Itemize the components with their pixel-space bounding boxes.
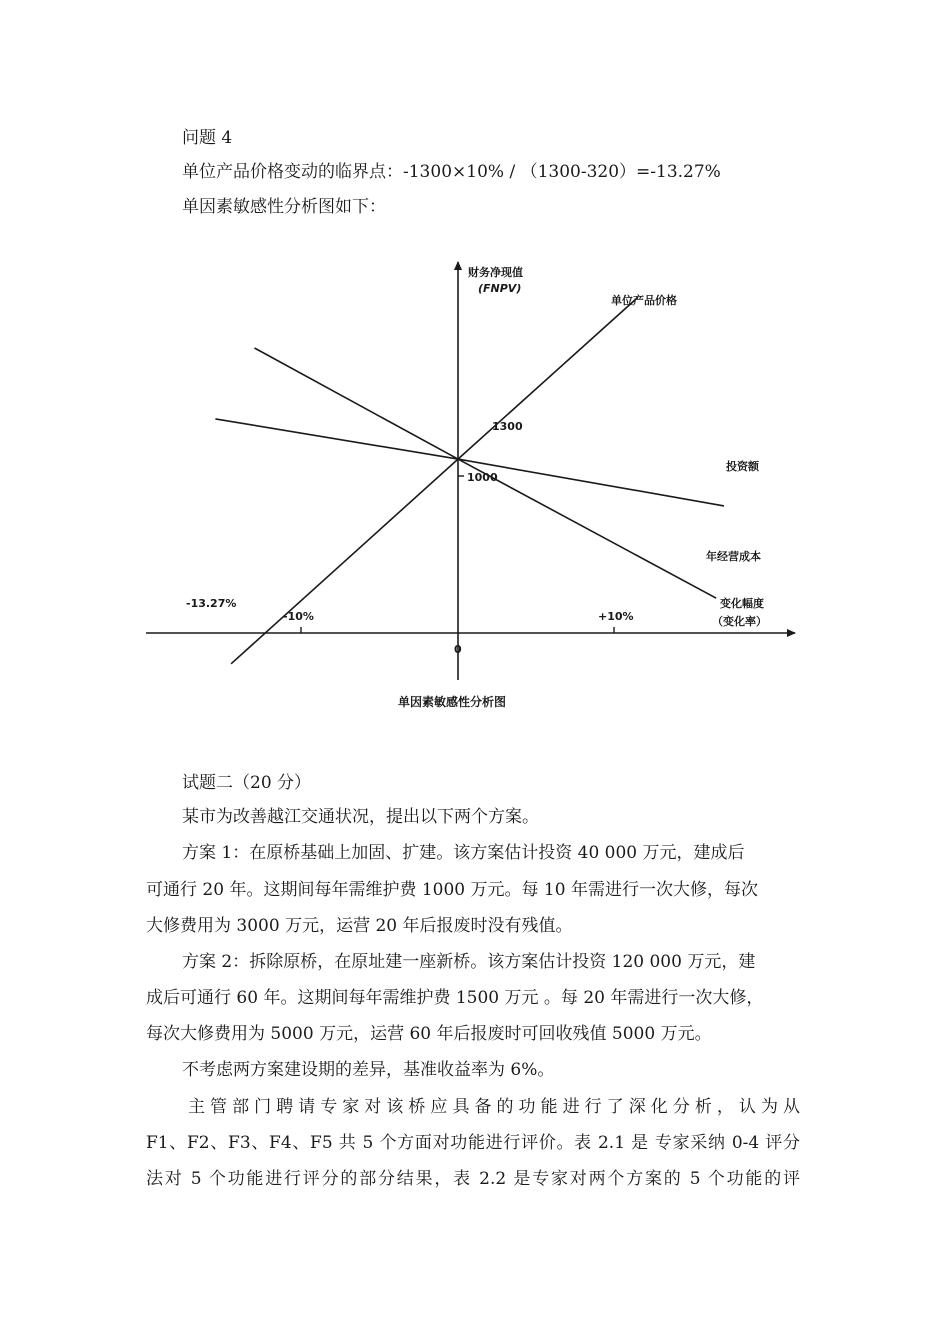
x-axis-label: 变化幅度: [720, 597, 764, 610]
label-investment: 投资额: [726, 460, 759, 473]
para-plan1-line2: 可通行 20 年。这期间每年需维护费 1000 万元。每 10 年需进行一次大修，每次: [146, 880, 758, 900]
para-plan2-line2: 成后可通行 60 年。这期间每年需维护费 1500 万元 。每 20 年需进行一次大修，: [146, 988, 764, 1008]
para-intro: 某市为改善越江交通状况，提出以下两个方案。: [182, 807, 539, 827]
label-1000: 1000: [467, 471, 498, 484]
tick-label-plus-10: +10%: [598, 610, 634, 623]
series-line-2: [215, 419, 724, 506]
chart-intro: 单因素敏感性分析图如下：: [182, 197, 386, 217]
para-expert-line1: 主管部门聘请专家对该桥应具备的功能进行了深化分析，认为从: [188, 1097, 800, 1117]
label-operating-cost: 年经营成本: [706, 550, 761, 563]
x-axis-label-sub: （变化率）: [712, 615, 767, 628]
para-plan2-line3: 每次大修费用为 5000 万元，运营 60 年后报废时可回收残值 5000 万元。: [146, 1024, 712, 1044]
y-axis-label: 财务净现值: [468, 266, 523, 279]
chart-title: 单因素敏感性分析图: [398, 695, 507, 709]
para-discount: 不考虑两方案建设期的差异，基准收益率为 6%。: [182, 1060, 555, 1080]
y-axis-label-abbr: (FNPV): [478, 282, 522, 295]
tick-label-zero: 0: [454, 643, 462, 656]
tick-label-minus-10: -10%: [283, 610, 314, 623]
label-critical: -13.27%: [186, 597, 237, 610]
para-plan1-line1: 方案 1：在原桥基础上加固、扩建。该方案估计投资 40 000 万元，建成后: [182, 843, 745, 863]
critical-point-formula: 单位产品价格变动的临界点：-1300×10% / （1300-320）=-13.27%: [182, 162, 721, 182]
para-expert-line3: 法对 5 个功能进行评分的部分结果，表 2.2 是专家对两个方案的 5 个功能的评: [146, 1169, 800, 1189]
para-plan2-line1: 方案 2：拆除原桥，在原址建一座新桥。该方案估计投资 120 000 万元，建: [182, 952, 756, 972]
question-heading: 问题 4: [182, 128, 233, 148]
para-expert-line2: F1、F2、F3、F4、F5 共 5 个方面对功能进行评价。表 2.1 是 专家采纳 0-4 评分: [146, 1133, 800, 1153]
section-title: 试题二（20 分）: [182, 773, 312, 793]
label-1300: 1300: [492, 420, 523, 433]
para-plan1-line3: 大修费用为 3000 万元，运营 20 年后报废时没有残值。: [146, 916, 573, 936]
label-price: 单位产品价格: [611, 294, 677, 307]
